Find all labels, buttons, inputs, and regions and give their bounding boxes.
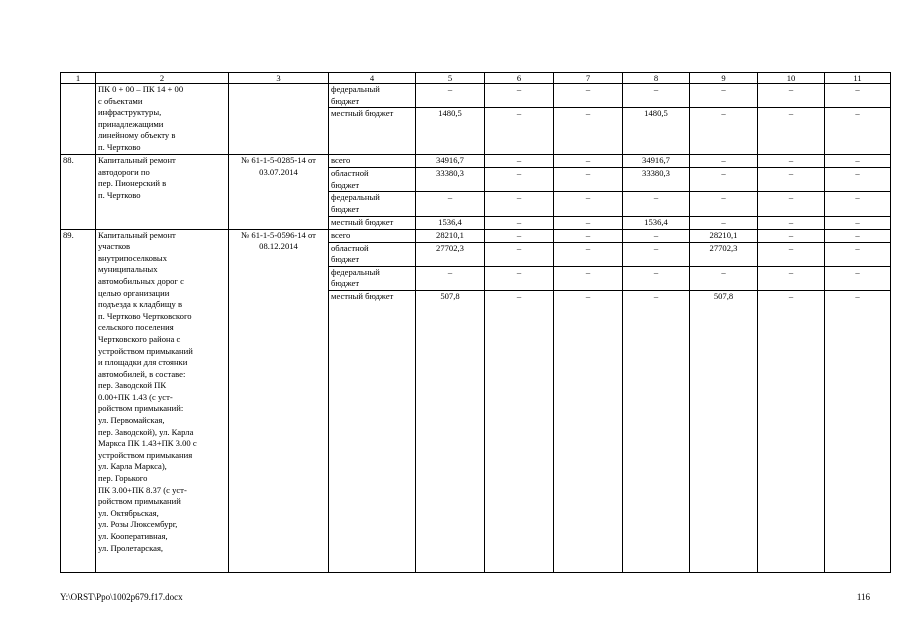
value-cell: – (825, 242, 891, 266)
value-cell: – (485, 84, 554, 108)
col-header: 11 (825, 73, 891, 84)
value-cell: 1536,4 (416, 216, 485, 229)
value-cell: 507,8 (416, 290, 485, 572)
value-cell: – (758, 108, 825, 155)
value-cell: 1480,5 (623, 108, 690, 155)
value-cell: – (485, 192, 554, 216)
funding-source: федеральный бюджет (329, 84, 416, 108)
value-cell: – (825, 168, 891, 192)
value-cell: – (690, 108, 758, 155)
funding-source: федеральный бюджет (329, 192, 416, 216)
item-number: 89. (61, 229, 96, 572)
value-cell: – (623, 229, 690, 242)
item-name: ПК 0 + 00 – ПК 14 + 00 с объектами инфраструктуры, принадлежащими линейному объекту в п. Чертково (96, 84, 229, 155)
funding-source: всего (329, 229, 416, 242)
value-cell: – (416, 266, 485, 290)
item-number: 88. (61, 155, 96, 229)
value-cell: – (485, 242, 554, 266)
value-cell: – (416, 192, 485, 216)
item-doc: № 61-1-5-0596-14 от 08.12.2014 (229, 229, 329, 572)
value-cell: – (825, 290, 891, 572)
value-cell: – (623, 242, 690, 266)
value-cell: – (485, 216, 554, 229)
item-name: Капитальный ремонт участков внутрипоселковых муниципальных автомобильных дорог с целью организации подъезда к кладбищу в п. Чертково Чертковского сельского поселения Чертковского района с устройством примыканий и площадки для стоянки автомобилей, в составе: пер. Заводской ПК 0.00+ПК 1.43 (с уст- ройством примыканий: ул. Первомайская, пер. Заводской), ул. Карла Маркса ПК 1.43+ПК 3.00 с устройством примыкания ул. Карла Маркса), пер. Горького ПК 3.00+ПК 8.37 (с уст- ройством примыканий ул. Октябрьская, ул. Розы Люксембург, ул. Кооперативная, ул. Пролетарская, (96, 229, 229, 572)
value-cell: – (758, 168, 825, 192)
value-cell: – (825, 216, 891, 229)
value-cell: – (623, 192, 690, 216)
value-cell: – (485, 168, 554, 192)
col-header: 2 (96, 73, 229, 84)
value-cell: 507,8 (690, 290, 758, 572)
value-cell: – (554, 266, 623, 290)
value-cell: – (554, 242, 623, 266)
value-cell: – (554, 84, 623, 108)
value-cell: – (690, 155, 758, 168)
value-cell: – (690, 216, 758, 229)
col-header: 10 (758, 73, 825, 84)
funding-source: местный бюджет (329, 108, 416, 155)
col-header: 3 (229, 73, 329, 84)
col-header: 7 (554, 73, 623, 84)
value-cell: 28210,1 (416, 229, 485, 242)
item-doc-cell (229, 84, 329, 155)
value-cell: – (554, 155, 623, 168)
value-cell: – (758, 155, 825, 168)
value-cell: – (690, 192, 758, 216)
value-cell: – (485, 108, 554, 155)
value-cell: 27702,3 (690, 242, 758, 266)
value-cell: – (485, 229, 554, 242)
funding-source: всего (329, 155, 416, 168)
value-cell: – (554, 290, 623, 572)
value-cell: – (758, 229, 825, 242)
value-cell: 33380,3 (623, 168, 690, 192)
value-cell: – (825, 84, 891, 108)
table-row (61, 84, 891, 108)
table-row (61, 229, 891, 242)
value-cell: – (758, 290, 825, 572)
value-cell: – (554, 168, 623, 192)
value-cell: – (623, 266, 690, 290)
value-cell: 1480,5 (416, 108, 485, 155)
value-cell: – (485, 290, 554, 572)
value-cell: 1536,4 (623, 216, 690, 229)
value-cell: – (485, 266, 554, 290)
col-header: 8 (623, 73, 690, 84)
funding-source: местный бюджет (329, 290, 416, 572)
value-cell: – (758, 242, 825, 266)
value-cell: – (554, 229, 623, 242)
col-header: 4 (329, 73, 416, 84)
value-cell: – (554, 216, 623, 229)
value-cell: – (825, 229, 891, 242)
value-cell: – (825, 192, 891, 216)
value-cell: – (825, 108, 891, 155)
value-cell: – (416, 84, 485, 108)
header-row (61, 73, 891, 84)
funding-source: областной бюджет (329, 168, 416, 192)
item-doc: № 61-1-5-0285-14 от 03.07.2014 (229, 155, 329, 229)
col-header: 6 (485, 73, 554, 84)
value-cell: – (623, 84, 690, 108)
value-cell: 34916,7 (623, 155, 690, 168)
funding-source: местный бюджет (329, 216, 416, 229)
value-cell: – (690, 168, 758, 192)
page-number: 116 (856, 592, 870, 602)
value-cell: – (825, 155, 891, 168)
value-cell: 28210,1 (690, 229, 758, 242)
value-cell: – (758, 216, 825, 229)
value-cell: – (623, 290, 690, 572)
value-cell: – (758, 84, 825, 108)
value-cell: – (758, 192, 825, 216)
value-cell: – (554, 108, 623, 155)
value-cell: – (485, 155, 554, 168)
value-cell: – (758, 266, 825, 290)
value-cell: 27702,3 (416, 242, 485, 266)
table-row (61, 155, 891, 168)
value-cell: 33380,3 (416, 168, 485, 192)
col-header: 5 (416, 73, 485, 84)
value-cell: 34916,7 (416, 155, 485, 168)
col-header: 9 (690, 73, 758, 84)
value-cell: – (554, 192, 623, 216)
funding-source: федеральный бюджет (329, 266, 416, 290)
value-cell: – (825, 266, 891, 290)
col-header: 1 (61, 73, 96, 84)
file-path: Y:\ORST\Ppo\1002p679.f17.docx (60, 592, 183, 602)
value-cell: – (690, 266, 758, 290)
budget-table (60, 72, 891, 573)
value-cell: – (690, 84, 758, 108)
item-number-cell (61, 84, 96, 155)
funding-source: областной бюджет (329, 242, 416, 266)
item-name: Капитальный ремонт автодороги по пер. Пионерский в п. Чертково (96, 155, 229, 229)
